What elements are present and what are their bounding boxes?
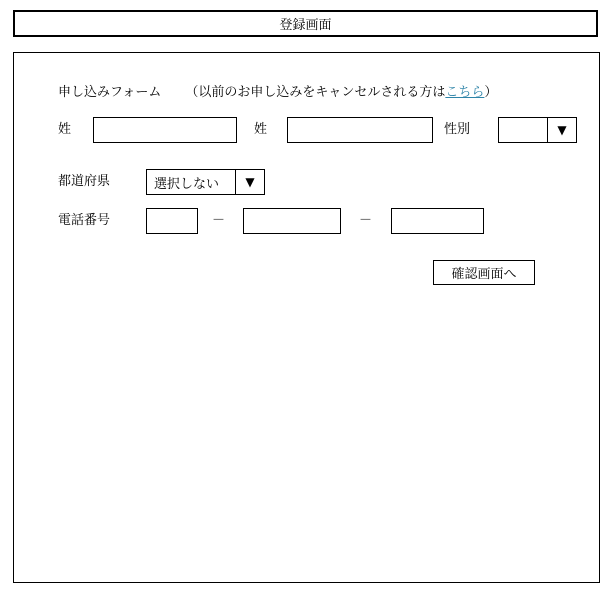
gender-select-value	[499, 118, 547, 142]
page-title-bar	[13, 10, 598, 37]
first-name-label: 姓	[254, 122, 268, 137]
form-panel	[13, 52, 600, 583]
prefecture-label: 都道府県	[58, 174, 111, 189]
phone-input-part2[interactable]	[243, 208, 341, 234]
cancel-note-prefix: （以前のお申し込みをキャンセルされる方は	[185, 85, 446, 100]
form-title: 申し込みフォーム	[58, 85, 162, 100]
form-intro	[58, 81, 497, 100]
phone-label: 電話番号	[58, 213, 111, 228]
phone-input-part3[interactable]	[391, 208, 484, 234]
last-name-input[interactable]	[93, 117, 237, 143]
prefecture-select-value: 選択しない	[154, 176, 220, 192]
prefecture-select[interactable]	[146, 169, 265, 195]
chevron-down-icon: ▼	[547, 118, 576, 142]
gender-select[interactable]	[498, 117, 577, 143]
gender-label: 性別	[444, 122, 471, 137]
phone-input-part1[interactable]	[146, 208, 198, 234]
cancel-note	[185, 85, 497, 100]
first-name-input[interactable]	[287, 117, 433, 143]
phone-separator: －	[212, 213, 226, 228]
phone-separator: －	[359, 213, 373, 228]
chevron-down-icon: ▼	[235, 170, 264, 194]
cancel-link[interactable]: こちら	[445, 85, 485, 100]
page-title: 登録画面	[279, 18, 332, 33]
confirm-button[interactable]: 確認画面へ	[433, 260, 535, 285]
cancel-note-suffix: ）	[484, 85, 498, 100]
last-name-label: 姓	[58, 122, 72, 137]
